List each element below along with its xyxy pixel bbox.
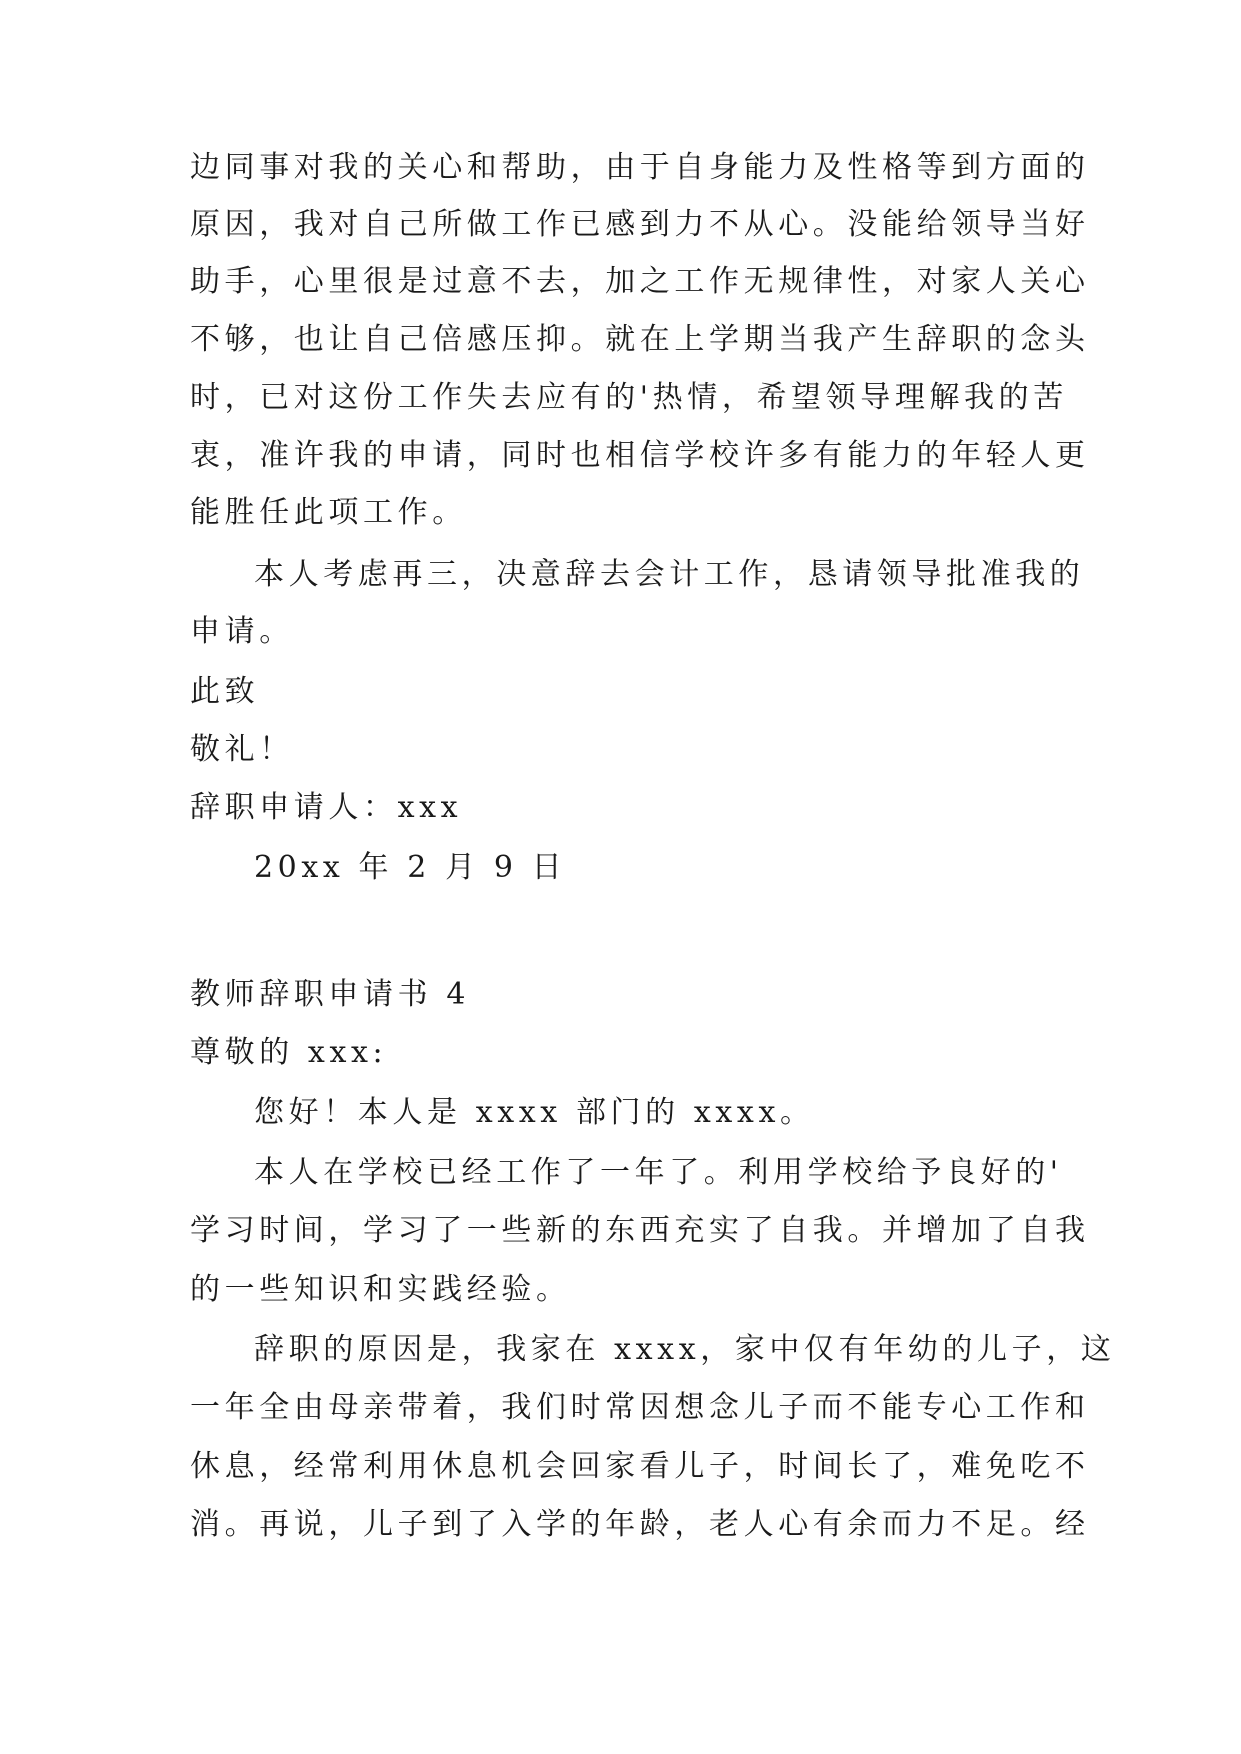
closing-line: 此致 <box>190 674 260 709</box>
paragraph-line: 衷，准许我的申请，同时也相信学校许多有能力的年轻人更 <box>190 438 1090 473</box>
salutation-line: 敬礼！ <box>190 732 294 767</box>
paragraph-line: 时，已对这份工作失去应有的'热情，希望领导理解我的苦 <box>190 380 1068 415</box>
paragraph-line: 能胜任此项工作。 <box>190 495 467 530</box>
paragraph-line: 消。再说，儿子到了入学的年龄，老人心有余而力不足。经 <box>190 1507 1090 1542</box>
paragraph-line: 本人考虑再三，决意辞去会计工作，恳请领导批准我的 <box>254 557 1085 592</box>
greeting-line: 尊敬的 xxx: <box>190 1035 388 1070</box>
section-title: 教师辞职申请书 4 <box>190 977 471 1012</box>
paragraph-line: 不够，也让自己倍感压抑。就在上学期当我产生辞职的念头 <box>190 322 1090 357</box>
date-line: 20xx 年 2 月 9 日 <box>254 850 567 885</box>
paragraph-line: 辞职的原因是，我家在 xxxx，家中仅有年幼的儿子，这 <box>254 1332 1116 1367</box>
paragraph-line: 学习时间，学习了一些新的东西充实了自我。并增加了自我 <box>190 1213 1090 1248</box>
paragraph-line: 的一些知识和实践经验。 <box>190 1272 571 1307</box>
signature-line: 辞职申请人：xxx <box>190 790 463 825</box>
paragraph-line: 一年全由母亲带着，我们时常因想念儿子而不能专心工作和 <box>190 1390 1090 1425</box>
paragraph-line: 本人在学校已经工作了一年了。利用学校给予良好的' <box>254 1155 1063 1190</box>
paragraph-line: 申请。 <box>190 614 294 649</box>
paragraph-line: 原因，我对自己所做工作已感到力不从心。没能给领导当好 <box>190 207 1090 242</box>
paragraph-line: 边同事对我的关心和帮助，由于自身能力及性格等到方面的 <box>190 150 1090 185</box>
paragraph-line: 您好！本人是 xxxx 部门的 xxxx。 <box>254 1095 815 1130</box>
paragraph-line: 休息，经常利用休息机会回家看儿子，时间长了，难免吃不 <box>190 1449 1090 1484</box>
paragraph-line: 助手，心里很是过意不去，加之工作无规律性，对家人关心 <box>190 264 1090 299</box>
